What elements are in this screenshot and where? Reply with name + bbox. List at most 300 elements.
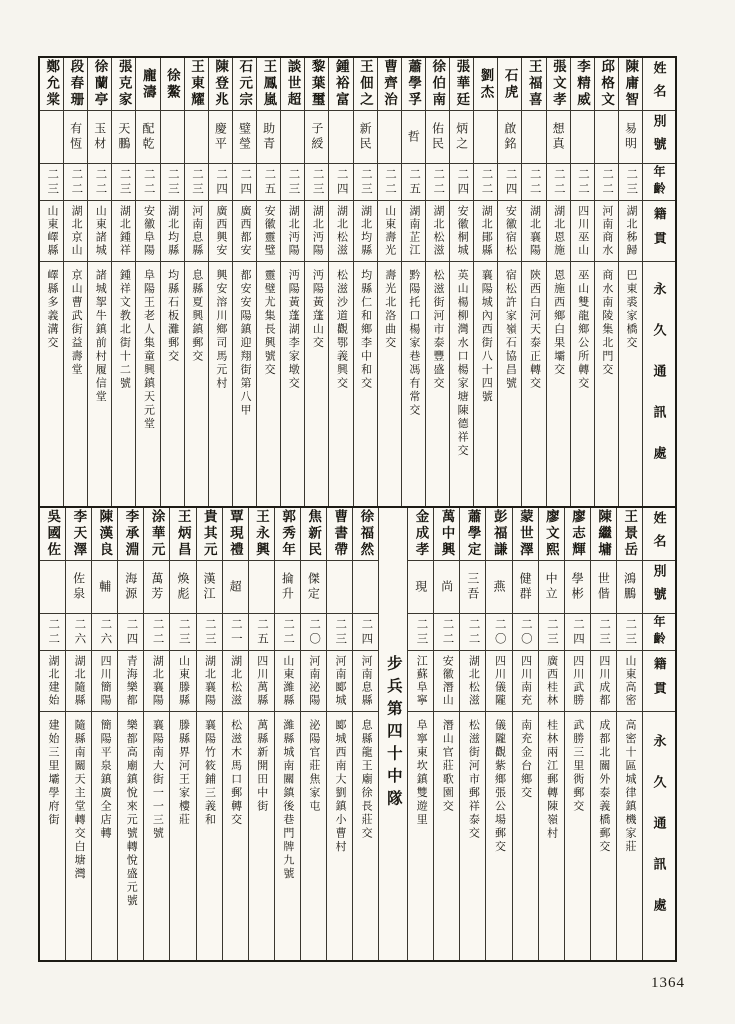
address-cell [426,262,449,506]
roster-column [425,58,449,506]
alias-cell [434,561,459,614]
address-cell [170,712,195,960]
address-cell [257,262,280,506]
name-cell-text: 張克家 [116,59,132,109]
native-cell-text: 廣西興安 [214,205,227,257]
native-cell [450,201,473,262]
native-cell-text: 湖北鍾祥 [118,205,131,257]
native-cell-text: 湖北均縣 [166,205,179,257]
alias-cell-text: 配乾 [140,122,155,152]
roster-column [407,508,433,960]
name-cell-text: 徐蘭亭 [92,59,108,109]
alias-cell-text: 海源 [123,572,138,602]
address-cell-text: 成都北關外泰義橋郵交 [597,719,610,854]
roster-top [40,58,675,508]
age-cell-text: 二三 [166,167,179,197]
native-cell [617,651,642,712]
header-native-label-text: 籍貫 [652,656,667,706]
name-cell-text: 王東耀 [188,59,204,109]
name-cell-text: 曹齊治 [381,59,397,109]
alias-cell [329,111,352,164]
address-cell-text: 壽光北洛曲交 [383,269,396,350]
age-cell [275,614,300,651]
native-cell [513,651,538,712]
alias-cell-text: 超 [228,579,243,595]
native-cell [249,651,274,712]
name-cell [118,508,143,561]
age-cell-text: 二二 [528,167,541,197]
native-cell-text: 青海樂都 [125,655,138,707]
alias-cell-text: 學彬 [570,572,585,602]
address-cell-text: 南充金台鄉交 [519,719,532,800]
alias-cell-text: 輔 [97,579,112,595]
header-address-label [643,712,675,960]
age-cell [209,164,232,201]
native-cell-text: 湖北襄陽 [528,205,541,257]
roster-column [304,58,328,506]
alias-cell-text: 玉材 [92,122,107,152]
age-cell-text: 二二 [441,617,454,647]
native-cell [305,201,328,262]
age-cell-text: 二〇 [519,617,532,647]
address-cell-text: 阜陽王老人集童興鎮天元堂 [142,269,155,431]
native-cell [275,651,300,712]
name-cell-text: 談世超 [285,59,301,109]
name-cell-text: 王福喜 [526,59,542,109]
alias-cell-text: 健群 [518,572,533,602]
name-cell [353,508,378,561]
name-cell [257,58,280,111]
address-cell-text: 樂都高廟鎮悅來元號轉悅盛元號 [125,719,138,908]
name-cell [40,508,65,561]
age-cell-text: 二二 [70,167,83,197]
address-cell-text: 均縣仁和鄉李中和交 [359,269,372,391]
header-name-label [643,58,675,111]
name-cell [565,508,590,561]
address-cell-text: 松滋街河市郵祥泰交 [467,719,480,841]
name-cell-text: 陳庸智 [623,59,639,109]
name-cell [185,58,208,111]
age-cell-text: 二三 [625,167,638,197]
native-cell-text: 山東諸城 [94,205,107,257]
name-cell-text: 李天澤 [71,509,87,559]
native-cell [161,201,184,262]
native-cell [353,651,378,712]
roster-column [401,58,425,506]
name-cell-text: 劉杰 [478,67,494,101]
address-cell-text: 巫山雙龍鄉公所轉交 [576,269,589,391]
address-cell [64,262,87,506]
roster-column [326,508,352,960]
name-cell [522,58,545,111]
name-cell [378,58,401,111]
address-cell [434,712,459,960]
alias-cell [40,561,65,614]
address-cell-text: 嶧縣多義溝交 [45,269,58,350]
name-cell [408,508,433,561]
roster-column [564,508,590,960]
roster-column [184,58,208,506]
address-cell-text: 英山楊柳灣水口楊家塘陳德祥交 [456,269,469,458]
age-cell [197,614,222,651]
age-cell-text: 二三 [46,167,59,197]
roster-column [590,508,616,960]
native-cell [66,651,91,712]
alias-cell-text: 現 [413,579,428,595]
header-name-label-text: 姓名 [651,61,667,107]
name-cell [450,58,473,111]
alias-cell [118,561,143,614]
age-cell-text: 二三 [287,167,300,197]
native-cell-text: 河南息縣 [360,655,373,707]
address-cell-text: 息縣龍王廟徐長莊交 [360,719,373,841]
alias-cell [450,111,473,164]
address-cell [450,262,473,506]
alias-cell [170,561,195,614]
alias-cell [353,561,378,614]
alias-cell [64,111,87,164]
address-cell-text: 潛山官莊歌園交 [441,719,454,814]
address-cell-text: 襄陽竹筱鋪三義和 [203,719,216,827]
alias-cell [66,561,91,614]
age-cell [619,164,642,201]
age-cell-text: 二二 [383,167,396,197]
address-cell-text: 黔陽托口楊家巷馮有常交 [407,269,420,418]
name-cell-text: 萬中興 [439,509,455,559]
roster-column [538,508,564,960]
name-cell [539,508,564,561]
address-cell-text: 濰縣城南關鎮後巷門牌九號 [281,719,294,881]
name-cell [275,508,300,561]
age-cell-text: 二二 [552,167,565,197]
address-cell-text: 萬縣新開田中街 [255,719,268,814]
age-cell-text: 二一 [229,617,242,647]
native-cell [402,201,425,262]
native-cell [498,201,521,262]
alias-cell-text: 想真 [551,122,566,152]
native-cell-text: 河南商水 [600,205,613,257]
name-cell [547,58,570,111]
name-cell [233,58,256,111]
name-cell [112,58,135,111]
name-cell [281,58,304,111]
age-cell [112,164,135,201]
alias-cell-text: 尚 [439,579,454,595]
alias-cell [281,111,304,164]
name-cell [617,508,642,561]
age-cell [426,164,449,201]
native-cell [40,651,65,712]
address-cell-text: 高密十區城律鎮機家莊 [623,719,636,854]
address-cell [197,712,222,960]
roster-column [433,508,459,960]
native-cell-text: 山東壽光 [383,205,396,257]
roster-column [274,508,300,960]
age-cell-text: 二二 [282,617,295,647]
address-cell [144,712,169,960]
name-cell [426,58,449,111]
age-cell [161,164,184,201]
address-cell-text: 京山曹武街益壽堂 [70,269,83,377]
native-cell-text: 湖北恩施 [552,205,565,257]
address-cell [486,712,511,960]
roster-column [485,508,511,960]
age-cell [450,164,473,201]
name-cell [513,508,538,561]
header-age-label-text: 年齡 [652,615,666,649]
roster-column [377,58,401,506]
name-cell-text: 徐福然 [358,509,374,559]
age-cell [327,614,352,651]
address-cell [353,712,378,960]
header-age-label-text: 年齡 [652,165,666,199]
name-cell [40,58,63,111]
alias-cell-text: 啟銘 [502,122,517,152]
unit-divider [378,508,407,960]
name-cell [434,508,459,561]
address-cell [513,712,538,960]
native-cell [329,201,352,262]
name-cell-text: 王景岳 [622,509,638,559]
name-cell [354,58,377,111]
age-cell-text: 二〇 [308,617,321,647]
address-cell [408,712,433,960]
native-cell-text: 四川武勝 [571,655,584,707]
age-cell [539,614,564,651]
name-cell [136,58,159,111]
age-cell-text: 二四 [215,167,228,197]
roster-column [222,508,248,960]
age-cell-text: 二三 [177,617,190,647]
header-alias-label [643,561,675,614]
name-cell [161,58,184,111]
native-cell-text: 江蘇阜寧 [415,655,428,707]
name-cell [460,508,485,561]
header-name-label [643,508,675,561]
native-cell [591,651,616,712]
age-cell-text: 二三 [203,617,216,647]
roster-column [280,58,304,506]
age-cell [118,614,143,651]
age-cell [460,614,485,651]
name-cell-text: 覃現禮 [227,509,243,559]
name-cell [64,58,87,111]
address-cell-text: 襄陽南大街一一三號 [151,719,164,841]
name-cell [327,508,352,561]
alias-cell-text: 佐泉 [71,572,86,602]
address-cell [223,712,248,960]
age-cell [170,614,195,651]
name-cell [498,58,521,111]
address-cell [402,262,425,506]
alias-cell-text: 掄升 [280,572,295,602]
name-cell-text: 李精威 [574,59,590,109]
address-cell [66,712,91,960]
address-cell-text: 巴東裘家橋交 [624,269,637,350]
roster-column [40,58,63,506]
address-cell [118,712,143,960]
roster-column [117,508,143,960]
address-cell [595,262,618,506]
alias-cell-text: 璧瑩 [237,122,252,152]
roster-column [169,508,195,960]
age-cell-text: 二四 [456,167,469,197]
age-cell-text: 二〇 [493,617,506,647]
native-cell-text: 湖北京山 [70,205,83,257]
unit-divider-label: 步兵第四十中隊 [384,655,402,813]
alias-cell-text: 世偕 [596,572,611,602]
alias-cell-text: 佑民 [430,122,445,152]
age-cell-text: 二三 [311,167,324,197]
roster-column [232,58,256,506]
age-cell [305,164,328,201]
alias-cell-text: 燕 [491,579,506,595]
age-cell-text: 二五 [255,617,268,647]
name-cell [92,508,117,561]
name-cell-text: 王鳳嵐 [261,59,277,109]
name-cell-text: 蒙世澤 [517,509,533,559]
native-cell-text: 山東滕縣 [177,655,190,707]
native-cell-text: 安徽阜陽 [142,205,155,257]
name-cell-text: 鄭允棠 [44,59,60,109]
roster-column [196,508,222,960]
address-cell [185,262,208,506]
native-cell [565,651,590,712]
name-cell [144,508,169,561]
name-cell-text: 蕭學孚 [406,59,422,109]
name-cell-text: 徐鰲 [164,67,180,101]
header-native-label [643,651,675,712]
address-cell-text: 諸城挐牛鎮前村履信堂 [94,269,107,404]
native-cell-text: 四川巫山 [576,205,589,257]
age-cell-text: 二五 [408,167,421,197]
age-cell-text: 二三 [545,617,558,647]
address-cell [571,262,594,506]
age-cell-text: 二二 [151,617,164,647]
age-cell-text: 二二 [467,617,480,647]
alias-cell [301,561,326,614]
roster-column [546,58,570,506]
address-cell [378,262,401,506]
alias-cell [547,111,570,164]
age-cell-text: 二四 [504,167,517,197]
name-cell [571,58,594,111]
alias-cell [565,561,590,614]
address-cell [591,712,616,960]
native-cell [434,651,459,712]
address-cell-text: 武勝三里衖郵交 [571,719,584,814]
name-cell-text: 曹書帶 [332,509,348,559]
native-cell [144,651,169,712]
roster-column [63,58,87,506]
native-cell [619,201,642,262]
native-cell-text: 湖北松滋 [335,205,348,257]
address-cell-text: 滕縣界河王家樓莊 [177,719,190,827]
alias-cell [522,111,545,164]
alias-cell [223,561,248,614]
name-cell [591,508,616,561]
name-cell-text: 陳繼墉 [596,509,612,559]
native-cell [571,201,594,262]
name-cell-text: 鍾裕富 [333,59,349,109]
age-cell-text: 二四 [572,617,585,647]
native-cell-text: 湖北松滋 [467,655,480,707]
native-cell-text: 廣西都安 [238,205,251,257]
native-cell [378,201,401,262]
name-cell [197,508,222,561]
alias-cell [354,111,377,164]
native-cell [197,651,222,712]
age-cell [354,164,377,201]
age-cell [40,614,65,651]
roster-column [570,58,594,506]
native-cell-text: 廣西桂林 [545,655,558,707]
native-cell [301,651,326,712]
age-cell [301,614,326,651]
native-cell-text: 安徽宿松 [504,205,517,257]
age-cell [64,164,87,201]
roster-column [91,508,117,960]
address-cell-text: 沔陽黃蓬山交 [311,269,324,350]
header-address-label-text: 永久通訊處 [651,733,667,939]
native-cell-text: 山東高密 [623,655,636,707]
name-cell-text: 張文孝 [550,59,566,109]
roster-column [616,508,642,960]
address-cell [460,712,485,960]
alias-cell [161,111,184,164]
age-cell [329,164,352,201]
age-cell [281,164,304,201]
name-cell-text: 金成孝 [413,509,429,559]
alias-cell-text: 鴻鵬 [622,572,637,602]
age-cell-text: 二四 [125,617,138,647]
address-cell [92,712,117,960]
roster-column [87,58,111,506]
age-cell [223,614,248,651]
native-cell [92,651,117,712]
native-cell [170,651,195,712]
native-cell-text: 四川成都 [597,655,610,707]
roster-column [160,58,184,506]
address-cell [249,712,274,960]
age-cell-text: 二三 [359,167,372,197]
alias-cell [144,561,169,614]
roster-column [256,58,280,506]
alias-cell-text: 助青 [261,122,276,152]
address-cell [88,262,111,506]
age-cell [185,164,208,201]
header-column [642,58,675,506]
age-cell [402,164,425,201]
age-cell-text: 二三 [598,617,611,647]
age-cell-text: 二三 [190,167,203,197]
alias-cell [460,561,485,614]
age-cell [498,164,521,201]
native-cell-text: 湖北鄖縣 [480,205,493,257]
native-cell [40,201,63,262]
native-cell-text: 湖北均縣 [359,205,372,257]
roster-column [328,58,352,506]
roster-bottom [40,508,675,960]
address-cell [617,712,642,960]
age-cell [486,614,511,651]
address-cell-text: 息縣夏興鎮郵交 [190,269,203,364]
native-cell-text: 湖北建始 [46,655,59,707]
age-cell [92,614,117,651]
age-cell [136,164,159,201]
alias-cell [595,111,618,164]
alias-cell [136,111,159,164]
